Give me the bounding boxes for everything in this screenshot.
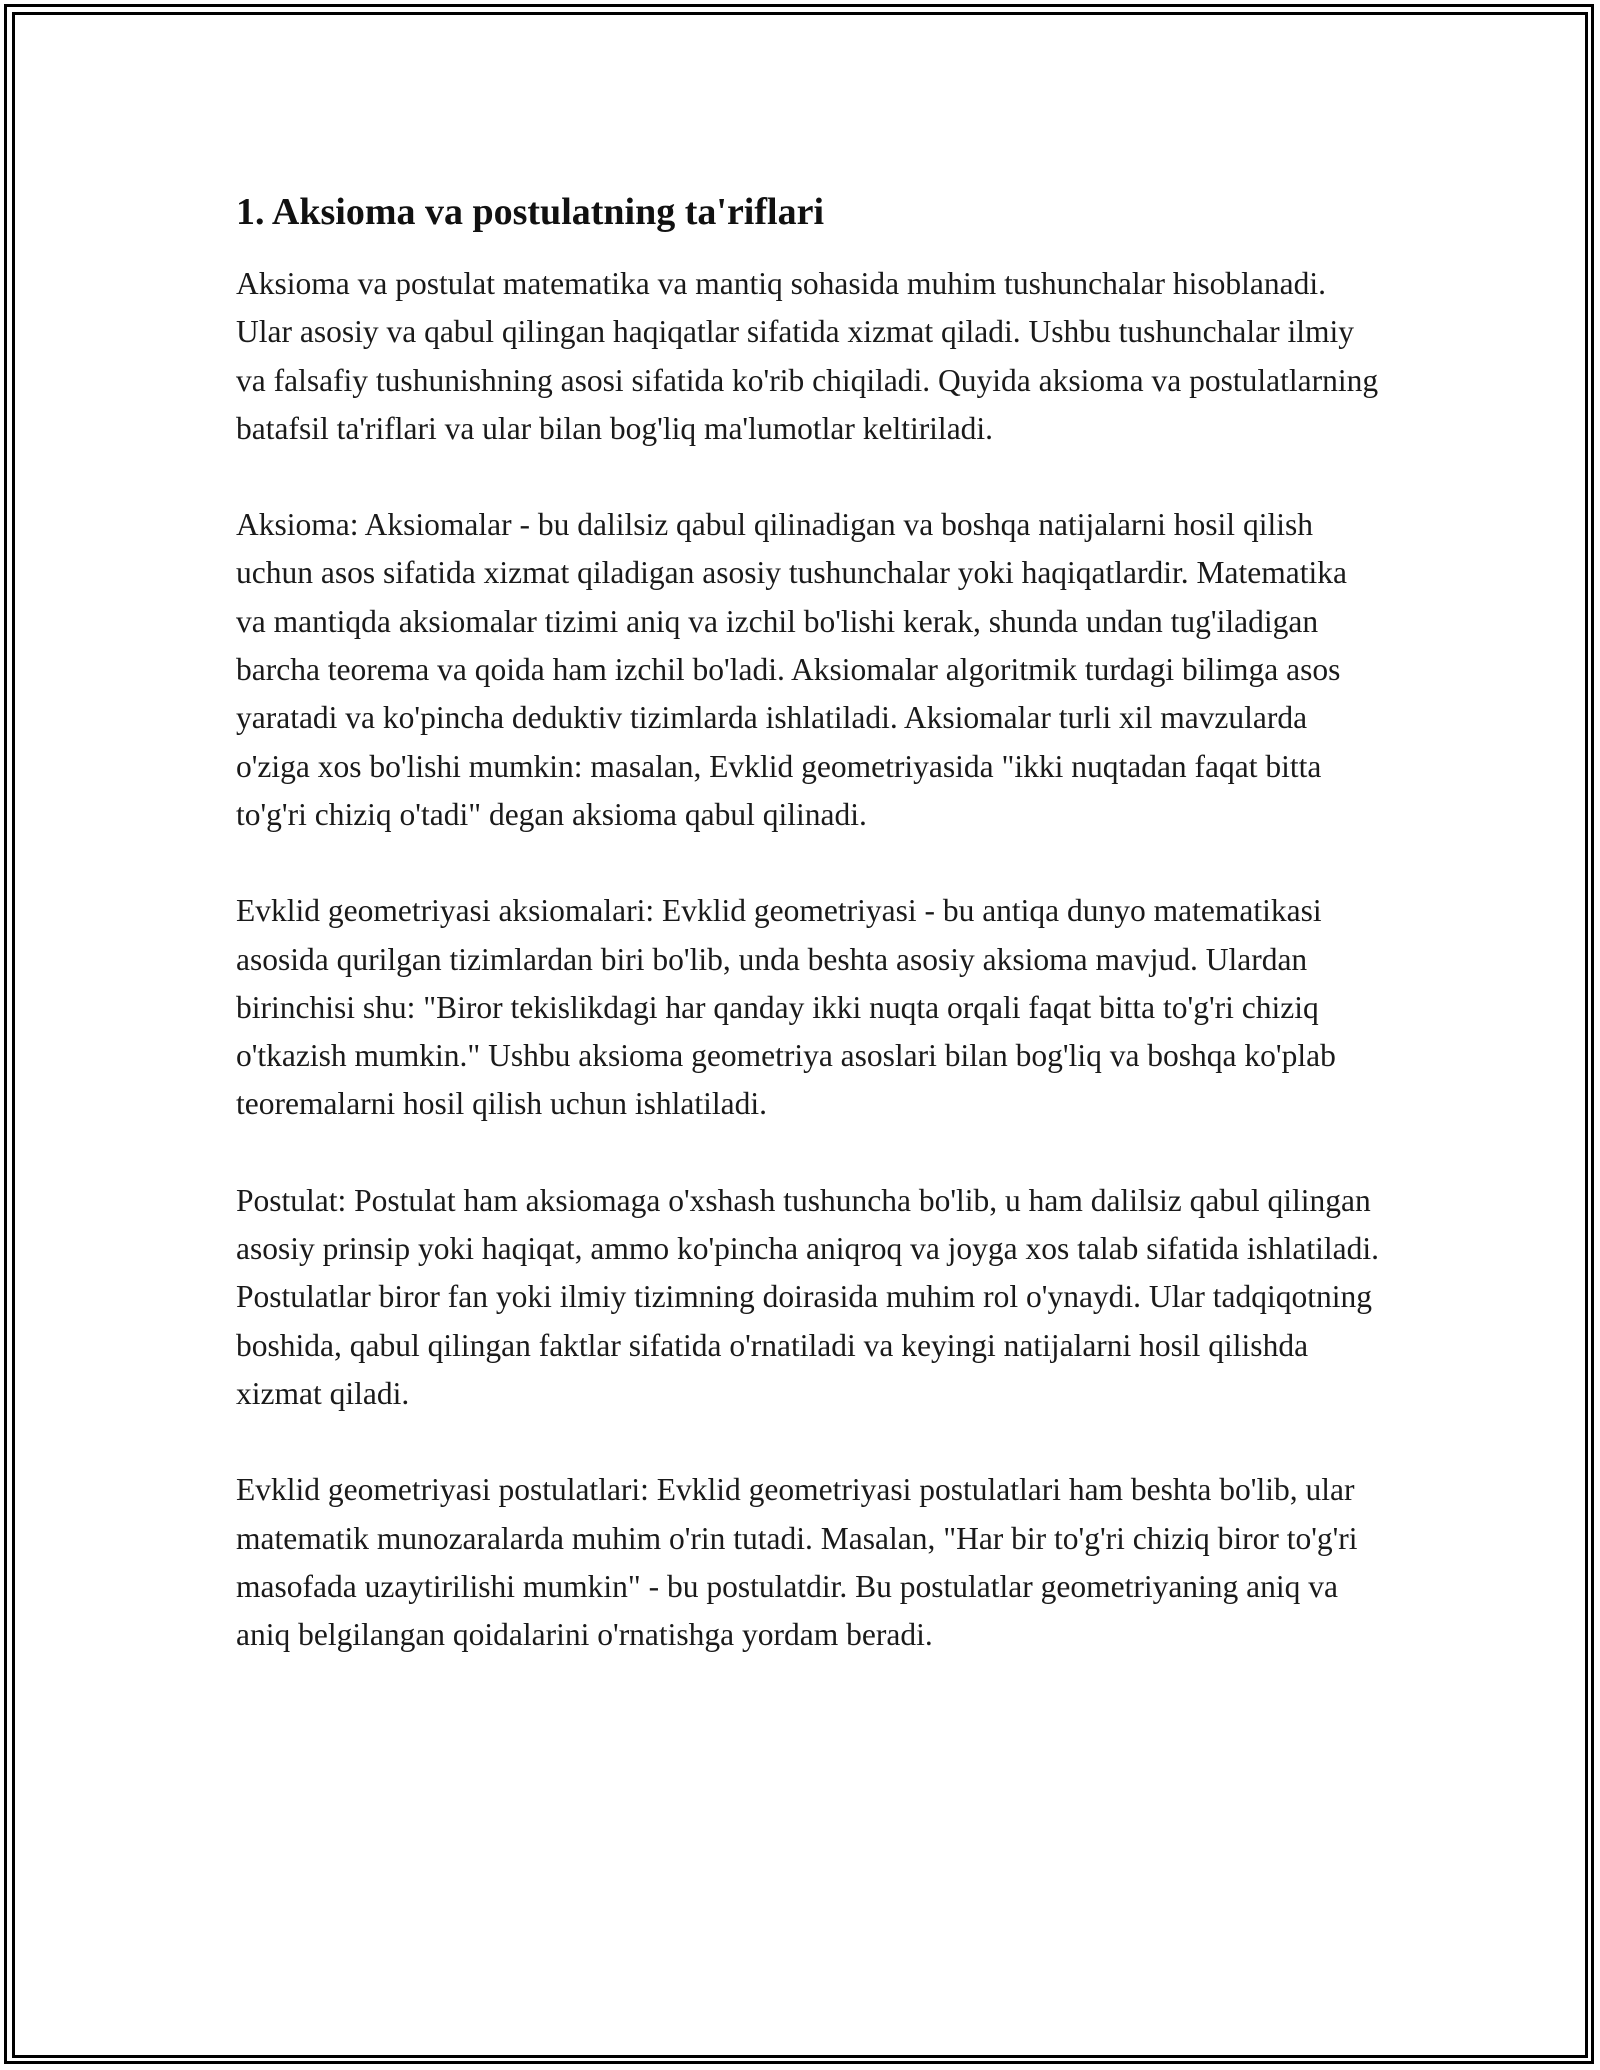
paragraph-evklid-postulatlari: Evklid geometriyasi postulatlari: Evklid geometriyasi postulatlari ham beshta bo'lib, ular matematik munozaralarda muhim o'rin tutadi. Masalan, "Har bir to'g'ri chiziq biror to'g'ri masofada uzaytirilishi mumkin" - bu postulatdir. Bu postulatlar geometriyaning aniq va aniq belgilangan qoidalarini o'rnatishga yordam beradi. — [236, 1472, 1358, 1653]
section-title: 1. Aksioma va postulatning ta'riflari — [236, 191, 824, 233]
paragraph-evklid-aksiomalari: Evklid geometriyasi aksiomalari: Evklid geometriyasi - bu antiqa dunyo matematikasi asosida qurilgan tizimlardan biri bo'lib, unda beshta asosiy aksioma mavjud. Ulardan birinchisi shu: "Biror tekislikdagi har qanday ikki nuqta orqali faqat bitta to'g'ri chiziq o'tkazish mumkin." Ushbu aksioma geometriya asoslari bilan bog'liq va boshqa ko'plab teoremalarni hosil qilish uchun ishlatiladi. — [236, 893, 1336, 1122]
paragraph-postulat: Postulat: Postulat ham aksiomaga o'xshash tushuncha bo'lib, u ham dalilsiz qabul qilingan asosiy prinsip yoki haqiqat, ammo ko'pincha aniqroq va joyga xos talab sifatida ishlatiladi. Postulatlar biror fan yoki ilmiy tizimning doirasida muhim rol o'ynaydi. Ular tadqiqotning boshida, qabul qilingan faktlar sifatida o'rnatiladi va keyingi natijalarni hosil qilishda xizmat qiladi. — [236, 1182, 1379, 1411]
paragraph-intro: Aksioma va postulat matematika va mantiq sohasida muhim tushunchalar hisoblanadi. Ular asosiy va qabul qilingan haqiqatlar sifatida xizmat qiladi. Ushbu tushunchalar ilmiy va falsafiy tushunishning asosi sifatida ko'rib chiqiladi. Quyida aksioma va postulatlarning batafsil ta'riflari va ular bilan bog'liq ma'lumotlar keltiriladi. — [236, 266, 1379, 446]
document-body — [236, 186, 1382, 1659]
paragraph-aksioma: Aksioma: Aksiomalar - bu dalilsiz qabul qilinadigan va boshqa natijalarni hosil qilish uchun asos sifatida xizmat qiladigan asosiy tushunchalar yoki haqiqatlardir. Matematika va mantiqda aksiomalar tizimi aniq va izchil bo'lishi kerak, shunda undan tug'iladigan barcha teorema va qoida ham izchil bo'ladi. Aksiomalar algoritmik turdagi bilimga asos yaratadi va ko'pincha deduktiv tizimlarda ishlatiladi. Aksiomalar turli xil mavzularda o'ziga xos bo'lishi mumkin: masalan, Evklid geometriyasida "ikki nuqtadan faqat bitta to'g'ri chiziq o'tadi" degan aksioma qabul qilinadi. — [236, 507, 1347, 832]
